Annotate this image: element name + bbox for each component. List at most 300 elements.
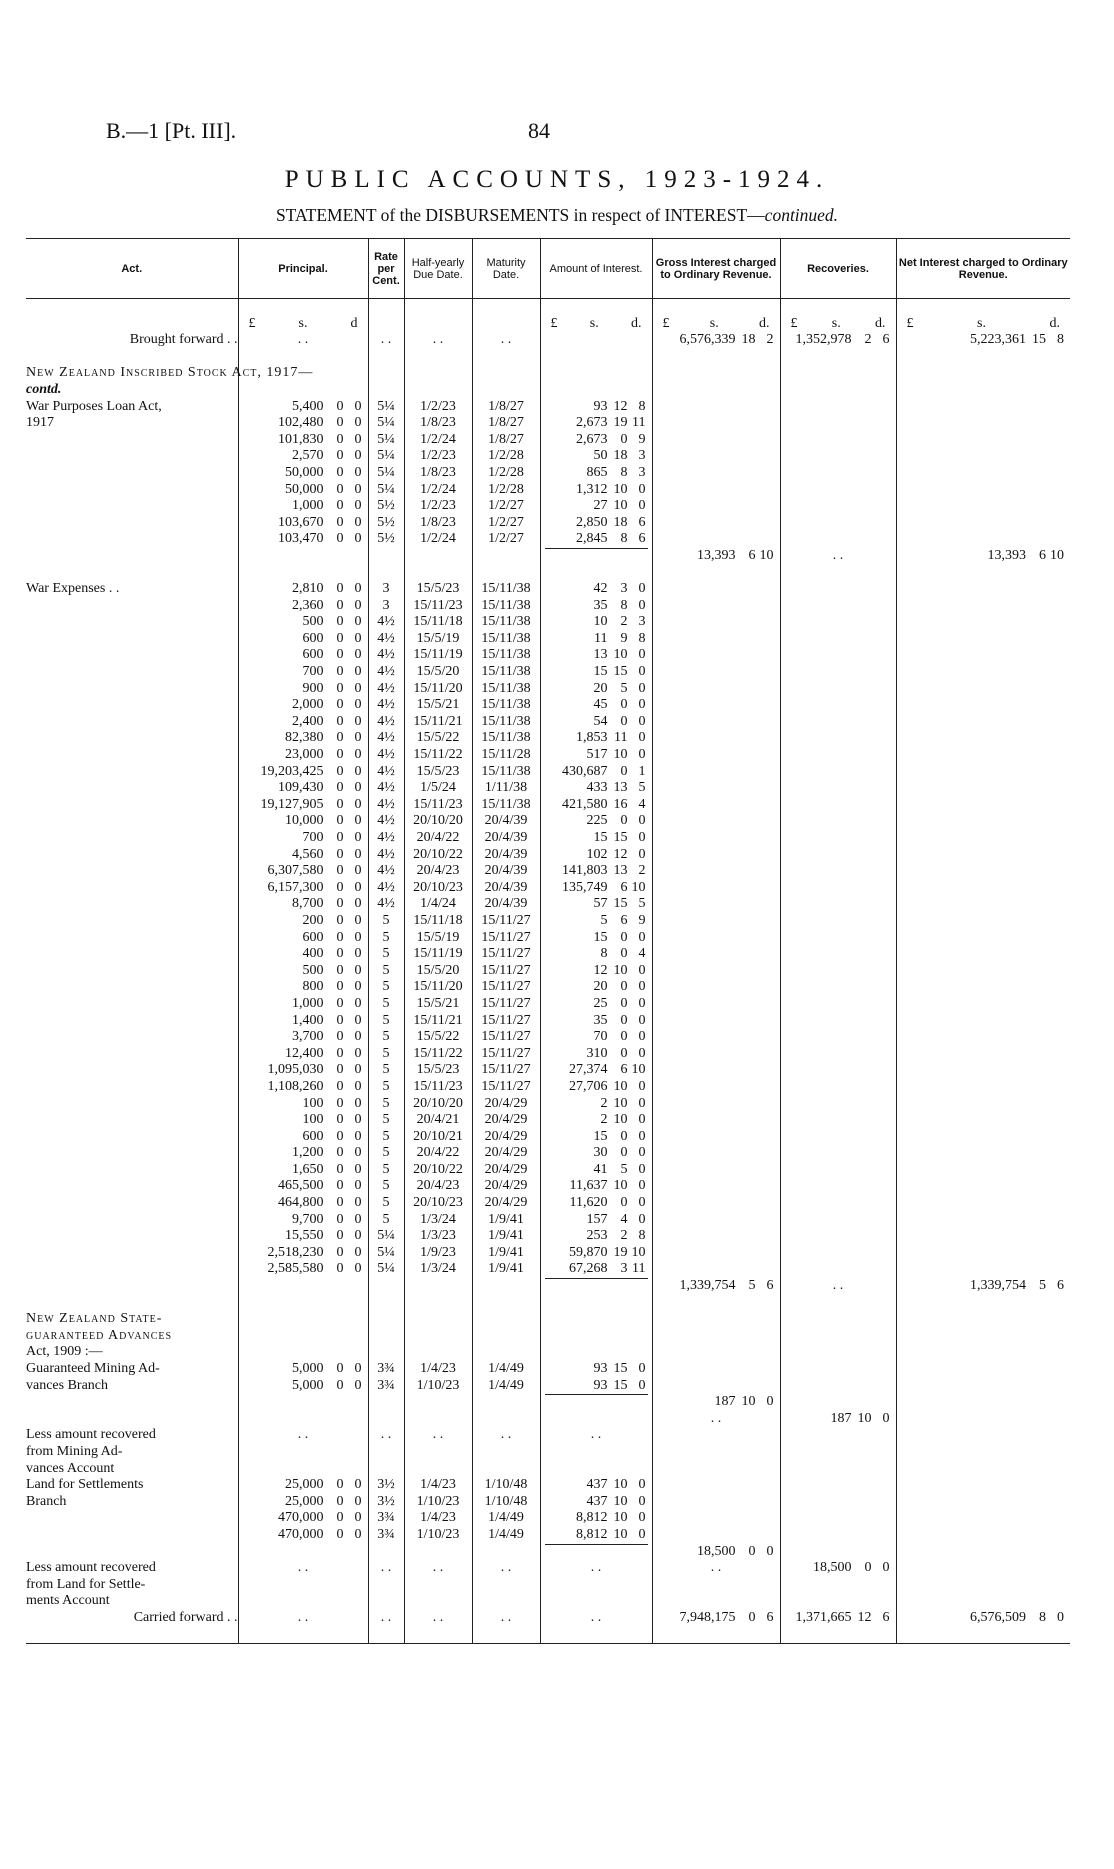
section1-net-pence: 10 [1050, 547, 1064, 563]
spacer [239, 349, 368, 366]
section1-row-6-amount-pounds: 27 [593, 498, 608, 514]
section2-row-8-amount [541, 714, 652, 731]
section2-recoveries: . . [832, 1278, 844, 1294]
carried-forward-net-pence: 0 [1057, 1609, 1064, 1625]
section2-row-21-due-date: 15/5/19 [416, 929, 460, 945]
section1-row-3-principal-shillings: 0 [336, 448, 344, 464]
section2-row-7-amount [541, 697, 652, 714]
section2-gross-shillings: 5 [748, 1278, 756, 1294]
spacer [239, 1593, 368, 1610]
spacer [653, 847, 780, 864]
mining-row-0-amount-pounds: 93 [593, 1361, 608, 1376]
spacer [653, 930, 780, 947]
amount-currency-sym-1: s. [589, 315, 599, 331]
spacer [473, 1461, 540, 1478]
section1-row-4-amount-pence: 3 [638, 464, 646, 480]
section2-row-37-amount-shillings: 0 [620, 1195, 628, 1211]
spacer [781, 930, 896, 947]
section2-row-0-amount-pounds: 42 [593, 581, 608, 597]
spacer [26, 697, 238, 714]
land-row-3-amount-pence: 0 [638, 1526, 646, 1542]
col-amount: Amount of Interest. [540, 239, 652, 299]
brought-forward-recoveries [781, 332, 896, 349]
mining-row-0-maturity-date: 1/4/49 [488, 1361, 524, 1376]
section2-row-22-amount-shillings: 0 [620, 946, 628, 962]
section2-row-11-principal-pence: 0 [354, 763, 362, 779]
section1-row-1-amount-shillings: 19 [613, 415, 628, 431]
section2-row-0-principal-pounds: 2,810 [292, 581, 324, 597]
section2-row-8-principal-pounds: 2,400 [292, 713, 324, 729]
mining-row-1-amount-shillings: 15 [613, 1377, 628, 1393]
section2-row-12-principal-shillings: 0 [336, 780, 344, 796]
spacer [897, 1593, 1071, 1610]
section2-row-21-amount-pence: 0 [638, 929, 646, 945]
section2-row-2-maturity-date: 15/11/38 [481, 614, 531, 630]
spacer [897, 1096, 1071, 1113]
spacer [541, 1311, 652, 1328]
section2-row-6-amount-pence: 0 [638, 680, 646, 696]
section2-row-37-maturity-date: 20/4/29 [484, 1195, 528, 1211]
section1-row-7-maturity-date: 1/2/27 [488, 514, 524, 530]
spacer [653, 614, 780, 631]
section2-row-15-due-date: 20/4/22 [416, 830, 460, 845]
spacer [897, 1029, 1071, 1046]
section2-row-37-amount-pounds: 11,620 [569, 1195, 608, 1211]
carried-forward-recoveries [781, 1610, 896, 1627]
section1-row-2-principal-shillings: 0 [336, 431, 344, 447]
section2-row-30-principal-shillings: 0 [336, 1078, 344, 1094]
spacer [781, 1361, 896, 1378]
section2-row-32-amount-pence: 0 [638, 1112, 646, 1128]
col-recoveries: Recoveries. [780, 239, 896, 299]
section1-row-5-principal-pounds: 50,000 [285, 481, 324, 497]
spacer [239, 1461, 368, 1478]
spacer [653, 1627, 780, 1644]
section2-row-30-amount [541, 1079, 652, 1096]
section1-row-5-principal-pence: 0 [354, 481, 362, 497]
spacer [897, 963, 1071, 980]
section2-row-16-principal-pounds: 4,560 [292, 846, 324, 862]
section2-row-4-maturity-date: 15/11/38 [481, 647, 531, 663]
section1-row-6-principal-pounds: 1,000 [292, 498, 324, 514]
section1-row-2-due-date: 1/2/24 [420, 431, 456, 447]
spacer [897, 382, 1071, 399]
section2-row-0-amount-pence: 0 [638, 581, 646, 597]
spacer [26, 482, 238, 499]
spacer [653, 1477, 780, 1494]
section2-row-24-amount-shillings: 0 [620, 979, 628, 995]
spacer [26, 1062, 238, 1079]
spacer [781, 1494, 896, 1511]
spacer [781, 531, 896, 548]
spacer [653, 498, 780, 515]
spacer [473, 365, 540, 382]
section2-row-21-principal-pounds: 600 [302, 929, 324, 945]
section2-row-35-principal [239, 1162, 368, 1179]
section2-row-10-principal-shillings: 0 [336, 747, 344, 763]
section2-row-20-due-date: 15/11/18 [413, 912, 463, 928]
brought-forward-rate-dots: . . [380, 332, 392, 348]
gross-currency-sym-0: £ [662, 315, 670, 331]
spacer [653, 913, 780, 930]
section2-row-30-amount-pounds: 27,706 [569, 1078, 608, 1094]
section2-row-2-amount-pence: 3 [638, 614, 646, 630]
brought-forward-maturity-dots: . . [500, 332, 512, 348]
mining-row-1-maturity-date: 1/4/49 [488, 1377, 524, 1393]
section2-row-37-principal-shillings: 0 [336, 1195, 344, 1211]
section2-row-38-principal-pounds: 9,700 [292, 1211, 324, 1227]
spacer [897, 1394, 1071, 1411]
spacer [26, 299, 238, 316]
section2-row-18-principal-shillings: 0 [336, 879, 344, 895]
spacer [897, 664, 1071, 681]
section1-row-7-principal-pounds: 103,670 [278, 514, 324, 530]
section2-row-19-amount-shillings: 15 [613, 896, 628, 912]
spacer [473, 1311, 540, 1328]
section2-row-12-principal [239, 780, 368, 797]
spacer [781, 863, 896, 880]
section2-row-41-principal-pence: 0 [354, 1261, 362, 1277]
section2-row-13-principal-pounds: 19,127,905 [260, 796, 324, 812]
section2-row-21-amount-shillings: 0 [620, 929, 628, 945]
spacer [897, 1477, 1071, 1494]
section2-row-17-amount-pounds: 141,803 [562, 863, 608, 879]
section1-row-7-amount-shillings: 18 [613, 514, 628, 530]
section1-row-4-maturity-date: 1/2/28 [488, 464, 524, 480]
gross-currency-sym-2: d. [758, 315, 770, 331]
land-row-2-rate: 3¾ [377, 1510, 395, 1526]
brought-forward-recoveries-shillings: 2 [864, 332, 872, 348]
section2-row-6-amount [541, 681, 652, 698]
section2-row-32-principal [239, 1112, 368, 1129]
section2-row-18-amount-pounds: 135,749 [562, 879, 608, 895]
section1-row-3-principal [239, 448, 368, 465]
mining-row-0-amount-shillings: 15 [613, 1361, 628, 1376]
spacer [541, 1593, 652, 1610]
section2-row-30-due-date: 15/11/23 [413, 1078, 463, 1094]
land-row-1-principal-pence: 0 [354, 1493, 362, 1509]
section2-row-26-due-date: 15/11/21 [413, 1012, 463, 1028]
spacer [653, 730, 780, 747]
table-body-row [26, 299, 1070, 1644]
section2-row-3-amount-pence: 8 [638, 630, 646, 646]
section1-row-5-amount-shillings: 10 [613, 481, 628, 497]
spacer [781, 647, 896, 664]
section2-row-34-principal [239, 1145, 368, 1162]
mining-less-maturity-dots: . . [500, 1427, 512, 1443]
spacer [781, 1096, 896, 1113]
spacer [26, 1627, 238, 1644]
section2-row-25-maturity-date: 15/11/27 [481, 995, 531, 1011]
spacer [781, 565, 896, 582]
recoveries-currency [781, 316, 896, 333]
net-currency-sym-1: s. [977, 315, 986, 331]
section2-row-21-principal-pence: 0 [354, 929, 362, 945]
section2-row-13-principal-pence: 0 [354, 796, 362, 812]
section2-row-26-principal-pounds: 1,400 [292, 1012, 324, 1028]
spacer [653, 1577, 780, 1594]
section2-row-16-maturity-date: 20/4/39 [484, 846, 528, 862]
spacer [405, 1344, 472, 1361]
section2-row-38-amount-pence: 0 [638, 1211, 646, 1227]
section2-row-14-amount [541, 813, 652, 830]
section2-row-32-amount-pounds: 2 [600, 1112, 608, 1128]
spacer [781, 581, 896, 598]
spacer [26, 730, 238, 747]
section2-row-17-maturity-date: 20/4/39 [484, 863, 528, 879]
spacer [781, 996, 896, 1013]
land-row-1-amount-pounds: 437 [586, 1493, 608, 1509]
section1-row-4-principal-pounds: 50,000 [285, 464, 324, 480]
section2-row-23-principal-shillings: 0 [336, 962, 344, 978]
section2-row-6-due-date: 15/11/20 [413, 680, 463, 696]
section2-row-36-maturity-date: 20/4/29 [484, 1178, 528, 1194]
section1-row-8-maturity-date: 1/2/27 [488, 531, 524, 547]
spacer [26, 1228, 238, 1245]
section2-row-18-principal-pounds: 6,157,300 [267, 879, 324, 895]
spacer [781, 1544, 896, 1561]
spacer [653, 415, 780, 432]
spacer [653, 531, 780, 548]
spacer [897, 299, 1071, 316]
section2-row-31-amount-pounds: 2 [600, 1095, 608, 1111]
spacer [897, 614, 1071, 631]
spacer [781, 1129, 896, 1146]
section1-net-shillings: 6 [1039, 547, 1046, 563]
mining-less-1: Less amount recovered [26, 1427, 156, 1443]
spacer [653, 1212, 780, 1229]
spacer [897, 1112, 1071, 1129]
section1-row-3-rate: 5¼ [377, 448, 395, 464]
spacer [239, 299, 368, 316]
section2-row-32-amount-shillings: 10 [613, 1112, 628, 1128]
land-row-2-principal-pence: 0 [354, 1510, 362, 1526]
land-row-1-principal [239, 1494, 368, 1511]
statement-prefix: STATEMENT of the DISBURSEMENTS in respect of INTEREST— [275, 205, 765, 225]
section2-row-5-principal-shillings: 0 [336, 664, 344, 680]
recoveries-currency-sym-2: d. [874, 315, 886, 331]
section1-row-2-rate: 5¼ [377, 431, 395, 447]
section2-row-24-principal-pence: 0 [354, 979, 362, 995]
spacer [897, 714, 1071, 731]
section1-row-6-amount-pence: 0 [638, 498, 646, 514]
spacer [781, 448, 896, 465]
section1-row-0-amount [541, 399, 652, 416]
spacer [473, 1278, 540, 1295]
spacer [897, 896, 1071, 913]
spacer [26, 1013, 238, 1030]
maturity-date-column [472, 299, 540, 1644]
section2-row-23-principal [239, 963, 368, 980]
spacer [653, 482, 780, 499]
section2-row-23-amount-pounds: 12 [593, 962, 608, 978]
page-title: PUBLIC ACCOUNTS, 1923-1924. [284, 166, 830, 193]
spacer [26, 515, 238, 532]
spacer [26, 930, 238, 947]
spacer [897, 730, 1071, 747]
spacer [781, 1162, 896, 1179]
section2-row-0-due-date: 15/5/23 [416, 581, 460, 597]
section2-row-16-principal-shillings: 0 [336, 846, 344, 862]
spacer [781, 1295, 896, 1312]
spacer [473, 299, 540, 316]
section2-row-15-principal-pence: 0 [354, 830, 362, 845]
spacer [781, 432, 896, 449]
land-row-2-principal-pounds: 470,000 [278, 1510, 324, 1526]
land-label-2: Branch [26, 1493, 67, 1509]
spacer [405, 299, 472, 316]
land-gross [653, 1544, 780, 1561]
amount-currency-sym-2: d. [630, 315, 642, 331]
spacer [781, 1328, 896, 1345]
section2-row-19-principal-shillings: 0 [336, 896, 344, 912]
section2-row-35-principal-shillings: 0 [336, 1161, 344, 1177]
section2-row-34-amount-pence: 0 [638, 1145, 646, 1161]
spacer [239, 1627, 368, 1644]
section1-row-8-amount-pence: 6 [638, 531, 646, 547]
land-row-1-rate: 3½ [377, 1493, 395, 1509]
land-row-0-amount-pounds: 437 [586, 1477, 608, 1493]
section1-row-6-maturity-date: 1/2/27 [488, 498, 524, 514]
spacer [653, 1013, 780, 1030]
spacer [653, 1162, 780, 1179]
spacer [405, 1411, 472, 1428]
section2-row-23-maturity-date: 15/11/27 [481, 962, 531, 978]
spacer [26, 747, 238, 764]
spacer [781, 631, 896, 648]
section2-row-41-rate: 5¼ [377, 1261, 395, 1277]
spacer [653, 813, 780, 830]
section2-row-19-maturity-date: 20/4/39 [484, 896, 528, 912]
spacer [26, 565, 238, 582]
spacer [781, 664, 896, 681]
section2-row-16-principal [239, 847, 368, 864]
section2-row-36-principal-pounds: 465,500 [278, 1178, 324, 1194]
land-row-3-due-date: 1/10/23 [416, 1526, 460, 1542]
section1-amount-rule [541, 548, 652, 565]
section2-row-22-due-date: 15/11/19 [413, 946, 463, 962]
rate-column [368, 299, 404, 1644]
section2-row-33-due-date: 20/10/21 [413, 1128, 463, 1144]
spacer [897, 531, 1071, 548]
section2-row-40-rate: 5¼ [377, 1244, 395, 1260]
principal-column [238, 299, 368, 1644]
spacer [653, 747, 780, 764]
section2-row-24-amount-pounds: 20 [593, 979, 608, 995]
net-currency [897, 316, 1071, 333]
spacer [781, 681, 896, 698]
spacer [897, 1245, 1071, 1262]
spacer [541, 299, 652, 316]
section1-row-2-principal-pounds: 101,830 [278, 431, 324, 447]
spacer [405, 1593, 472, 1610]
spacer [26, 1245, 238, 1262]
section2-row-30-principal [239, 1079, 368, 1096]
gross-currency [653, 316, 780, 333]
spacer [781, 1477, 896, 1494]
section2-row-14-maturity-date: 20/4/39 [484, 813, 528, 829]
section2-row-36-principal [239, 1178, 368, 1195]
section1-row-2-amount [541, 432, 652, 449]
spacer [897, 1560, 1071, 1577]
section2-row-7-principal [239, 697, 368, 714]
section2-row-11-amount [541, 764, 652, 781]
mining-row-1-principal [239, 1378, 368, 1395]
section2-row-28-maturity-date: 15/11/27 [481, 1045, 531, 1061]
spacer [473, 1344, 540, 1361]
section2-row-28-principal-pence: 0 [354, 1045, 362, 1061]
recoveries-currency-sym-0: £ [790, 315, 798, 331]
spacer [239, 565, 368, 582]
section2-row-2-principal-pence: 0 [354, 614, 362, 630]
spacer [781, 764, 896, 781]
net-currency-sym-2: d. [1049, 315, 1060, 331]
spacer [653, 880, 780, 897]
mining-less-2: from Mining Ad- [26, 1443, 123, 1459]
section2-net-pounds: 1,339,754 [970, 1278, 1026, 1294]
spacer [473, 1544, 540, 1561]
section2-row-29-amount [541, 1062, 652, 1079]
spacer [653, 1295, 780, 1312]
spacer [897, 1295, 1071, 1312]
section1-row-2-maturity-date: 1/8/27 [488, 431, 524, 447]
net-currency-sym-0: £ [906, 315, 914, 331]
section2-row-3-amount-shillings: 9 [620, 630, 628, 646]
section2-row-3-principal-shillings: 0 [336, 630, 344, 646]
section1-row-8-amount [541, 531, 652, 548]
land-row-3-principal-pence: 0 [354, 1526, 362, 1542]
land-recovered-shillings: 0 [864, 1560, 872, 1576]
spacer [781, 1013, 896, 1030]
section2-gross-pence: 6 [766, 1278, 774, 1294]
spacer [473, 565, 540, 582]
land-row-1-due-date: 1/10/23 [416, 1493, 460, 1509]
mining-row-0-rate: 3¾ [377, 1361, 395, 1376]
section2-row-11-maturity-date: 15/11/38 [481, 763, 531, 779]
section2-row-15-principal [239, 830, 368, 847]
section2-row-4-amount-pence: 0 [638, 647, 646, 663]
spacer [653, 1311, 780, 1328]
section2-row-22-amount [541, 946, 652, 963]
spacer [897, 1228, 1071, 1245]
section2-row-28-amount-pence: 0 [638, 1045, 646, 1061]
section2-row-37-principal-pounds: 464,800 [278, 1195, 324, 1211]
spacer [897, 598, 1071, 615]
section2-row-7-due-date: 15/5/21 [416, 697, 460, 713]
spacer [897, 863, 1071, 880]
spacer [369, 1311, 404, 1328]
section2-row-6-principal-pence: 0 [354, 680, 362, 696]
land-row-0-rate: 3½ [377, 1477, 395, 1493]
section2-row-12-amount-shillings: 13 [613, 780, 628, 796]
section2-row-17-principal-shillings: 0 [336, 863, 344, 879]
spacer [781, 714, 896, 731]
section2-row-4-amount-pounds: 13 [593, 647, 608, 663]
section2-row-20-principal [239, 913, 368, 930]
section1-row-6-principal [239, 498, 368, 515]
section2-row-2-principal [239, 614, 368, 631]
spacer [26, 963, 238, 980]
section2-row-28-due-date: 15/11/22 [413, 1045, 463, 1061]
section2-row-13-amount-shillings: 16 [613, 796, 628, 812]
section2-row-0-principal-shillings: 0 [336, 581, 344, 597]
brought-forward-gross-pounds: 6,576,339 [679, 332, 736, 348]
spacer [541, 332, 652, 349]
section2-row-35-amount-pounds: 41 [593, 1161, 608, 1177]
section2-row-3-principal [239, 631, 368, 648]
brought-forward-gross-shillings: 18 [741, 332, 756, 348]
section1-row-2-amount-shillings: 0 [620, 431, 628, 447]
